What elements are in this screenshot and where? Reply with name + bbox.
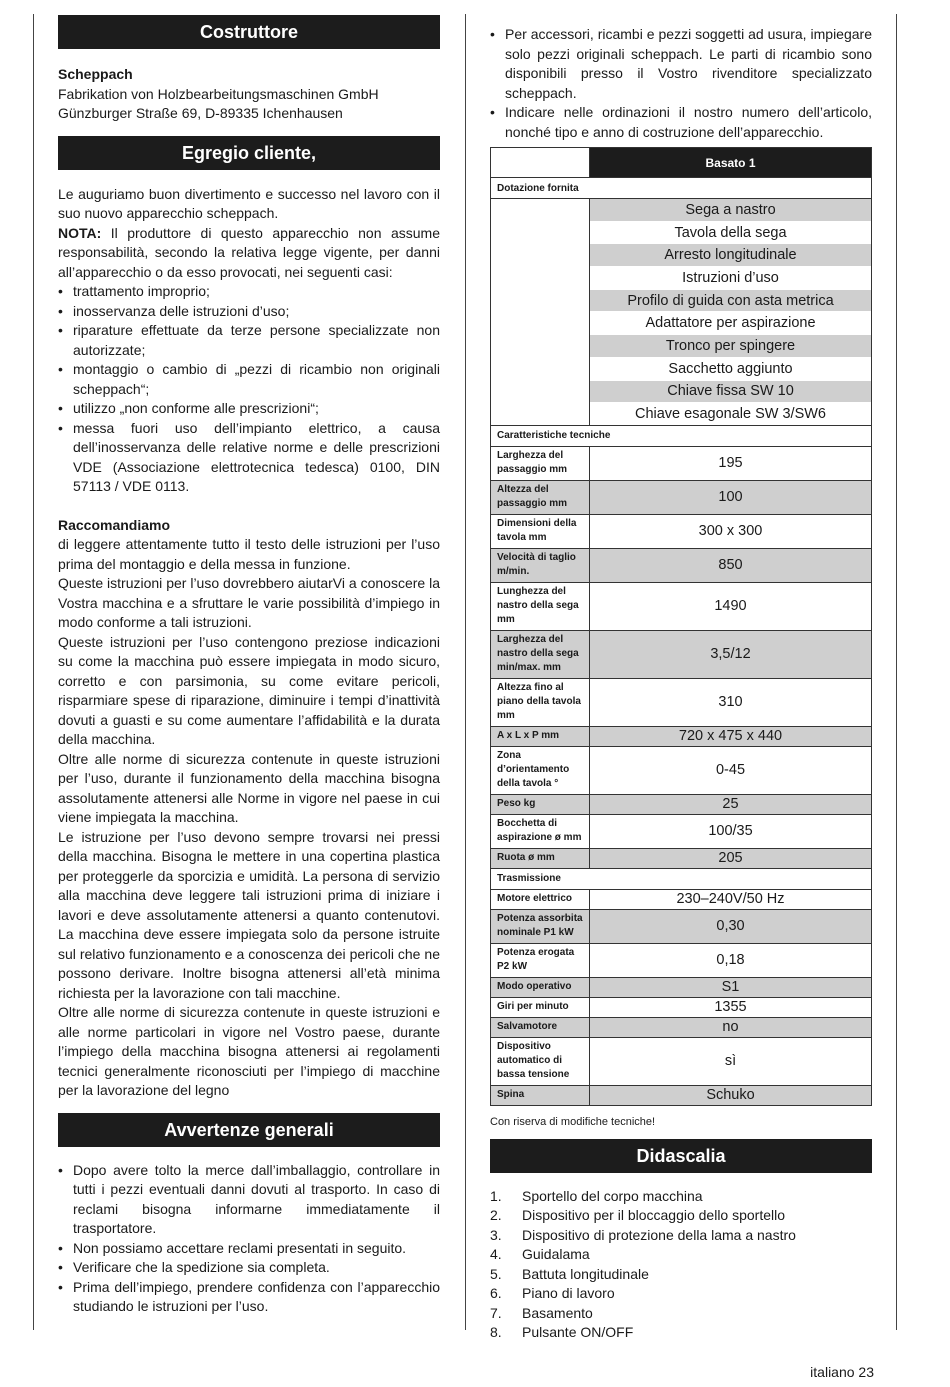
table-row <box>491 794 872 814</box>
spec-value: 205 <box>590 848 872 868</box>
costruttore-block <box>58 65 440 124</box>
item-number: 8. <box>490 1324 502 1341</box>
table-row <box>491 548 872 582</box>
item-text: Battuta longitudinale <box>522 1265 649 1282</box>
spec-value: S1 <box>590 977 872 997</box>
spec-value: 310 <box>590 678 872 726</box>
spec-value: 230–240V/50 Hz <box>590 889 872 909</box>
item-number: 2. <box>490 1207 502 1224</box>
paragraph: Oltre alle norme di sicurezza contenute in queste istruzioni e alle norme particolari in vigore nel Vostro paese, durante l’impiego della macchina bisogna attenersi ai regolamenti tecnici generalmente riconosciuti per l’impiego di macchine per la lavorazione del legno <box>58 1004 440 1098</box>
nota-label: NOTA: <box>58 224 102 241</box>
parts-note-list <box>490 25 872 142</box>
dotazione-row <box>491 199 872 426</box>
table-row <box>491 977 872 997</box>
list-item: • Verificare che la spedizione sia completa. <box>58 1258 440 1278</box>
table-row <box>491 1085 872 1105</box>
item-number: 5. <box>490 1265 502 1282</box>
cliente-block <box>58 185 440 1101</box>
page-number: italiano 23 <box>810 1364 874 1380</box>
dotazione-cell <box>590 199 872 426</box>
item-number: 4. <box>490 1246 502 1263</box>
list-item: • utilizzo „non conforme alle prescrizioni“; <box>58 399 440 419</box>
list-item <box>490 1245 872 1265</box>
spec-value: sì <box>590 1037 872 1085</box>
section-row <box>491 868 872 889</box>
right-margin-rule <box>896 14 897 1330</box>
list-item: Sacchetto aggiunto <box>590 357 871 380</box>
list-item: Chiave fissa SW 10 <box>590 380 871 403</box>
table-row <box>491 1037 872 1085</box>
item-text: Piano di lavoro <box>522 1285 615 1302</box>
spec-label: Peso kg <box>491 794 590 814</box>
paragraph: Queste istruzioni per l’uso contengono preziose indicazioni su come la macchina può essere impiegata in modo sicuro, corretto e con parsimonia, su come evitare pericoli, risparmiare spese di riparazione, diminuire i tempi d’inattività dovuti a guasti e su come aumentare l’affidabilità e la durata della macchina. <box>58 633 440 747</box>
list-item <box>490 1304 872 1324</box>
spec-value: 100 <box>590 480 872 514</box>
list-item: • montaggio o cambio di „pezzi di ricambio non originali scheppach“; <box>58 360 440 399</box>
table-row <box>491 997 872 1017</box>
list-item: Profilo di guida con asta metrica <box>590 289 871 312</box>
didascalia-heading: Didascalia <box>490 1139 872 1173</box>
spec-value: no <box>590 1017 872 1037</box>
spec-value: 850 <box>590 548 872 582</box>
spec-label: Altezza del passaggio mm <box>491 480 590 514</box>
list-item: Adattatore per aspirazione <box>590 312 871 335</box>
spec-label: Potenza assorbita nominale P1 kW <box>491 909 590 943</box>
section-row <box>491 425 872 446</box>
manufacturer-name: Scheppach <box>58 66 133 82</box>
paragraph: Oltre alle norme di sicurezza contenute in queste istruzioni per l’uso, durante il funzionamento della macchina bisogna assolutamente attenersi alle Norme in vigore nel paese in cui viene impiegata la macchina. <box>58 750 440 825</box>
spec-value: 25 <box>590 794 872 814</box>
cliente-heading: Egregio cliente, <box>58 136 440 170</box>
spec-value: 0,18 <box>590 943 872 977</box>
list-item <box>490 1265 872 1285</box>
spec-label: Lunghezza del nastro della sega mm <box>491 582 590 630</box>
spec-value: 195 <box>590 446 872 480</box>
table-footnote: Con riserva di modifiche tecniche! <box>490 1115 656 1128</box>
item-number: 3. <box>490 1226 502 1243</box>
section-dotazione: Dotazione fornita <box>491 178 872 199</box>
spec-label: Zona d’orientamento della tavola ° <box>491 746 590 794</box>
left-column <box>58 0 440 1317</box>
header-blank-cell <box>491 148 590 178</box>
manufacturer-line-1: Fabrikation von Holzbearbeitungsmaschinen GmbH <box>58 85 379 102</box>
list-item: • riparature effettuate da terze persone specializzate non autorizzate; <box>58 321 440 360</box>
spec-value: 300 x 300 <box>590 514 872 548</box>
paragraph: Le istruzione per l’uso devono sempre trovarsi nei pressi della macchina. Bisogna le mettere in una copertina plastica per proteggerle da sporcizia e umidità. La persona di servizio alla macchina deve leggere tali istruzioni prima di iniziare i lavori e deve assolutamente attenersi a quanto contenutovi. La macchina deve essere impiegata solo da persone istruite sul relativo funzionamento e a conoscenza dei pericoli che ne possono derivare. Inoltre bisogna attenersi all’età minima richiesta per la lavorazione con tali macchine. <box>58 828 440 1001</box>
spec-label: Velocità di taglio m/min. <box>491 548 590 582</box>
list-item: Istruzioni d’uso <box>590 267 871 290</box>
spec-value: Schuko <box>590 1085 872 1105</box>
item-number: 6. <box>490 1285 502 1302</box>
item-text: Basamento <box>522 1304 593 1321</box>
spec-label: Motore elettrico <box>491 889 590 909</box>
table-row <box>491 726 872 746</box>
list-item: • Prima dell’impiego, prendere confidenza con l’apparecchio studiando le istruzioni per l’uso. <box>58 1278 440 1317</box>
avvertenze-list <box>58 1161 440 1317</box>
table-row <box>491 889 872 909</box>
table-row <box>491 848 872 868</box>
list-item <box>490 1284 872 1304</box>
legend-list <box>490 1187 872 1343</box>
spec-value: 0,30 <box>590 909 872 943</box>
item-text: Dispositivo di protezione della lama a nastro <box>522 1226 796 1243</box>
table-row <box>491 480 872 514</box>
spec-value: 3,5/12 <box>590 630 872 678</box>
table-row <box>491 1017 872 1037</box>
spec-label: Bocchetta di aspirazione ø mm <box>491 814 590 848</box>
paragraph: di leggere attentamente tutto il testo delle istruzioni per l’uso prima del montaggio e della messa in funzione. <box>58 536 440 572</box>
spec-value: 720 x 475 x 440 <box>590 726 872 746</box>
spec-label: Spina <box>491 1085 590 1105</box>
liability-list <box>58 282 440 497</box>
spec-label: Salvamotore <box>491 1017 590 1037</box>
spec-value: 0-45 <box>590 746 872 794</box>
table-row <box>491 678 872 726</box>
list-item: Arresto longitudinale <box>590 244 871 267</box>
spec-label: Dispositivo automatico di bassa tensione <box>491 1037 590 1085</box>
spec-label: Ruota ø mm <box>491 848 590 868</box>
spec-value: 1490 <box>590 582 872 630</box>
spec-label: Altezza fino al piano della tavola mm <box>491 678 590 726</box>
right-column <box>490 0 872 1343</box>
list-item <box>490 1226 872 1246</box>
spec-value: 100/35 <box>590 814 872 848</box>
list-item: Tavola della sega <box>590 221 871 244</box>
table-row <box>491 943 872 977</box>
section-row <box>491 178 872 199</box>
spec-label: Modo operativo <box>491 977 590 997</box>
list-item <box>490 1206 872 1226</box>
avvertenze-heading: Avvertenze generali <box>58 1113 440 1147</box>
list-item: • messa fuori uso dell’impianto elettrico, a causa dell’inosservanza delle relative norme e delle prescrizioni VDE (Associazione elettrotecnica tedesca) 0100, DIN 57113 / VDE 0113. <box>58 419 440 497</box>
list-item: Chiave esagonale SW 3/SW6 <box>634 406 826 423</box>
model-header: Basato 1 <box>590 148 872 178</box>
paragraph: Queste istruzioni per l’uso dovrebbero aiutarVi a conoscere la Vostra macchina e a sfruttare le varie possibilità d’impiego in modo conforme a tali istruzioni. <box>58 575 440 630</box>
list-item: Tronco per spingere <box>590 335 871 358</box>
table-row <box>491 446 872 480</box>
table-row <box>491 814 872 848</box>
list-item: • Indicare nelle ordinazioni il nostro numero dell’articolo, nonché tipo e anno di costruzione dell’apparecchio. <box>490 103 872 142</box>
item-number: 1. <box>490 1187 502 1204</box>
spec-label: A x L x P mm <box>491 726 590 746</box>
raccomandiamo-heading: Raccomandiamo <box>58 516 171 533</box>
item-text: Pulsante ON/OFF <box>522 1324 634 1341</box>
spec-label: Potenza erogata P2 kW <box>491 943 590 977</box>
list-item: • trattamento improprio; <box>58 282 440 302</box>
item-text: Sportello del corpo macchina <box>522 1187 703 1204</box>
table-row <box>491 630 872 678</box>
dotazione-list <box>590 199 871 425</box>
list-item <box>490 1187 872 1207</box>
list-item <box>490 1323 872 1343</box>
table-row <box>491 582 872 630</box>
list-item: • inosservanza delle istruzioni d’uso; <box>58 302 440 322</box>
section-caratteristiche: Caratteristiche tecniche <box>491 425 872 446</box>
item-text: Dispositivo per il bloccaggio dello sportello <box>522 1207 786 1224</box>
intro-text: Le auguriamo buon divertimento e successo nel lavoro con il suo nuovo apparecchio scheppach. <box>58 185 440 221</box>
spec-label: Larghezza del nastro della sega min/max. mm <box>491 630 590 678</box>
item-text: Guidalama <box>522 1246 590 1263</box>
section-trasmissione: Trasmissione <box>491 868 872 889</box>
costruttore-heading: Costruttore <box>58 15 440 49</box>
dotazione-label-cell <box>491 199 590 426</box>
list-item: • Per accessori, ricambi e pezzi soggetti ad usura, impiegare solo pezzi originali scheppach. Le parti di ricambio sono disponibili presso il Vostro rivenditore specializzato scheppach. <box>490 25 872 103</box>
item-number: 7. <box>490 1304 502 1321</box>
list-item: Sega a nastro <box>590 199 871 221</box>
table-row <box>491 909 872 943</box>
manufacturer-address: Günzburger Straße 69, D-89335 Ichenhausen <box>58 105 343 121</box>
list-item: • Dopo avere tolto la merce dall’imballaggio, controllare in tutti i pezzi eventuali danni dovuti al trasporto. In caso di reclami bisogna informarne immediatamente il trasportatore. <box>58 1161 440 1239</box>
table-row <box>491 746 872 794</box>
spec-label: Giri per minuto <box>491 997 590 1017</box>
nota-paragraph <box>58 224 440 283</box>
spec-value: 1355 <box>590 997 872 1017</box>
list-item: • Non possiamo accettare reclami presentati in seguito. <box>58 1239 440 1259</box>
table-row <box>491 514 872 548</box>
spec-label: Larghezza del passaggio mm <box>491 446 590 480</box>
spec-label: Dimensioni della tavola mm <box>491 514 590 548</box>
left-margin-rule <box>33 14 34 1330</box>
center-column-rule <box>465 14 466 1330</box>
spec-table <box>490 147 872 1106</box>
table-header-row <box>491 148 872 178</box>
nota-text: Il produttore di questo apparecchio non assume responsabilità, secondo la relativa legge vigente, per danni all’apparecchio o da esso provocati, nei seguenti casi: <box>58 224 440 280</box>
